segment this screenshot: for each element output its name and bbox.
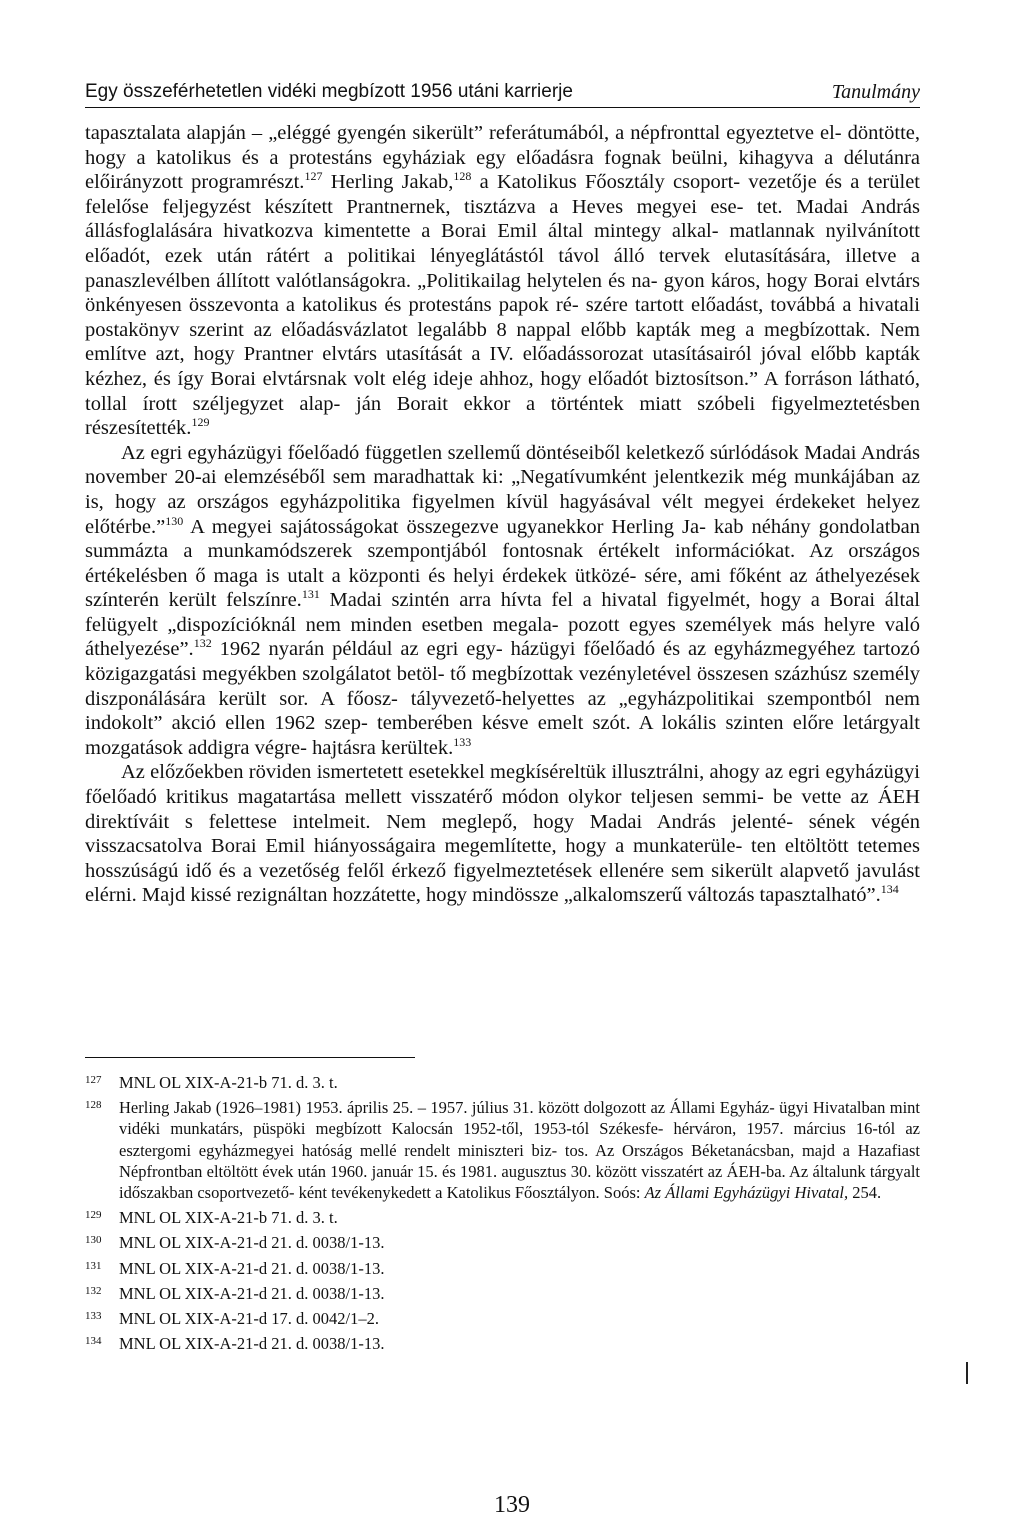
footnote-divider bbox=[85, 1057, 415, 1058]
footnote-italic-title: Az Állami Egyházügyi Hivatal, bbox=[644, 1183, 849, 1203]
footnote-text: MNL OL XIX-A-21-b 71. d. 3. t. bbox=[119, 1208, 338, 1228]
footnote-number: 128 bbox=[85, 1099, 102, 1112]
footnote-ref[interactable]: 130 bbox=[165, 513, 184, 528]
footnote-ref[interactable]: 129 bbox=[191, 415, 210, 430]
running-head bbox=[85, 80, 920, 108]
footnote-number: 133 bbox=[85, 1310, 102, 1323]
footnote-text: MNL OL XIX-A-21-d 21. d. 0038/1-13. bbox=[119, 1258, 385, 1278]
margin-pencil-mark bbox=[966, 1362, 968, 1384]
page-number: 139 bbox=[494, 1492, 530, 1518]
footnote bbox=[85, 1333, 920, 1354]
footnote-number: 134 bbox=[85, 1335, 102, 1348]
footnote bbox=[85, 1097, 920, 1203]
footnote-ref[interactable]: 127 bbox=[304, 169, 323, 184]
footnote bbox=[85, 1072, 920, 1093]
footnote-text: MNL OL XIX-A-21-d 17. d. 0042/1–2. bbox=[119, 1309, 379, 1329]
footnote bbox=[85, 1232, 920, 1253]
paragraph-2 bbox=[85, 441, 920, 761]
section-label: Tanulmány bbox=[831, 81, 920, 103]
footnote-number: 130 bbox=[85, 1234, 102, 1247]
footnote-number: 132 bbox=[85, 1284, 102, 1297]
paragraph-text: tapasztalata alapján – „eléggé gyengén sikerült” referátumából, a népfronttal egyeztetve el- döntötte, hogy a katolikus és a protestáns egyháziak egy előadásra fognak beülni, kihagyva a délutánra előirányzott programrészt. bbox=[85, 122, 920, 194]
footnote bbox=[85, 1258, 920, 1279]
footnote-ref[interactable]: 133 bbox=[453, 734, 472, 749]
paragraph-3 bbox=[85, 760, 920, 908]
paragraph-text: Az egri egyházügyi főelőadó független szellemű döntéseiből keletkező súrlódások Madai András november 20-ai elemzéséből sem maradhattak ki: „Negatívumként jelentkezik még munkájában az is, hogy az országos egyházpolitika figyelmen kívül hagyásával vélt megyei érdekeket helyez előtérbe.” bbox=[85, 441, 920, 538]
paragraph-1 bbox=[85, 121, 920, 441]
paragraph-text: a Katolikus Főosztály csoport- vezetője és a terület felelőse feljegyzést készített Prantnernek, tisztázva a Heves megyei ese- tet. Madai András állásfoglalására hivatkozva kimentette a Borai Emil által mintegy alkal- matlannak nyilvánított előadót, ezek után rátért a politikai lényeglátástól távol álló tervek elutasítására, illetve a panaszlevélben állított valótlanságokra. „Politikailag helytelen és na- gyon káros, hogy Borai elvtárs önkényesen összevonta a katolikus és protestáns papok ré- szére tartott előadást, továbbá a hivatali postakönyv szerint az előadásvázlatot legalább 8 nappal előbb kapták meg a megbízottak. Nem említve azt, hogy Prantner elvtárs utasítását a IV. előadássorozat utasításairól jóval előbb kapták kézhez, és így Borai elvtársnak volt elég ideje ahhoz, hogy előadót biztosítson.” A forráson látható, tollal írott széljegyzet alap- ján Borait ekkor a történtek miatt szóbeli figyelmeztetésben részesítették. bbox=[85, 171, 920, 440]
footnote-ref[interactable]: 134 bbox=[880, 882, 899, 897]
footnote-number: 131 bbox=[85, 1259, 102, 1272]
running-title: Egy összeférhetetlen vidéki megbízott 1956 utáni karrierje bbox=[85, 81, 573, 102]
footnote bbox=[85, 1308, 920, 1329]
paragraph-text: Herling Jakab, bbox=[322, 171, 454, 194]
footnote-number: 127 bbox=[85, 1074, 102, 1086]
paragraph-text: A megyei sajátosságokat összegezve ugyanekkor Herling Ja- kab néhány gondolatban summázta a munkamódszerek szempontjából fontosnak értékelt információkat. Az országos értékelésben ő maga is utalt a központi és helyi érdekek ütközé- sére, ami főként az áthelyezések színterén került felszínre. bbox=[85, 515, 920, 612]
footnote-text: MNL OL XIX-A-21-d 21. d. 0038/1-13. bbox=[119, 1233, 385, 1253]
footnote-ref[interactable]: 128 bbox=[453, 169, 472, 184]
footnote bbox=[85, 1283, 920, 1304]
paragraph-text: 1962 nyarán például az egri egy- házügyi főelőadó és az egyházmegyéhez tartozó közigazgatási megyékben szolgálatot betöl- tő megbízottak vezényletével összesen százhúsz személy diszponálására került sor. A főosz- tályvezető-helyettes az „egyházpolitikai szempontból nem indokolt” akció ellen 1962 szep- temberében késve emelt szót. A lokális szinten előre letárgyalt mozgatások addigra végre- hajtásra kerültek. bbox=[85, 638, 920, 759]
footnote-ref[interactable]: 132 bbox=[193, 636, 212, 651]
footnote bbox=[85, 1207, 920, 1228]
footnote-number: 129 bbox=[85, 1209, 102, 1222]
footnote-text-tail: 254. bbox=[848, 1183, 882, 1203]
footnote-ref[interactable]: 131 bbox=[301, 587, 320, 602]
body-text bbox=[85, 121, 920, 908]
paragraph-text: Az előzőekben röviden ismertetett esetekkel megkíséreltük illusztrálni, ahogy az egri egyházügyi főelőadó kritikus magatartása mellett visszatérő módon olykor teljesen semmi- be vette az ÁEH direktíváit s felettese intelmeit. Nem meglepő, hogy Madai András jelenté- sének végén visszacsatolva Borai Emil hiányosságaira megemlítette, hogy a munkaterüle- ten eltöltött tetemes hosszúságú idő és a vezetőség felől érkező figyelmeztetések ellenére sem sikerült alapvető javulást elérni. Majd kissé rezignáltan hozzátette, hogy mindössze „alkalomszerű változás tapasztalható”. bbox=[85, 761, 920, 907]
footnote-text-container bbox=[119, 1097, 920, 1203]
footnote-text: MNL OL XIX-A-21-b 71. d. 3. t. bbox=[119, 1073, 338, 1092]
footnotes bbox=[85, 1072, 920, 1358]
page bbox=[85, 80, 920, 908]
footnote-text: MNL OL XIX-A-21-d 21. d. 0038/1-13. bbox=[119, 1334, 385, 1354]
footnote-text: MNL OL XIX-A-21-d 21. d. 0038/1-13. bbox=[119, 1283, 385, 1303]
paragraph-text: Madai szintén arra hívta fel a hivatal figyelmét, hogy a Borai által felügyelt „dispozícióknál nem minden esetben megala- pozott egyes személyek más helyre való áthelyezése”. bbox=[85, 589, 920, 661]
footnote-text: Herling Jakab (1926–1981) 1953. április 25. – 1957. július 31. között dolgozott az Állami Egyház- ügyi Hivatalban mint vidéki munkatárs, püspöki megbízott Kalocsán 1952-től, 1953-tól Székesfe- hérváron, 1957. március 16-tól az esztergomi egyházmegyei hatóság mellé rendelt miniszteri biz- tos. Az Országos Béketanácsban, majd a Hazafiast Népfrontban eltöltött évek után 1960. január 15. és 1981. augusztus 30. között visszatért az ÁEH-ba. Az általunk tárgyalt időszakban csoportvezető- ként tevékenykedett a Katolikus Főosztályon. Soós: bbox=[119, 1098, 920, 1203]
